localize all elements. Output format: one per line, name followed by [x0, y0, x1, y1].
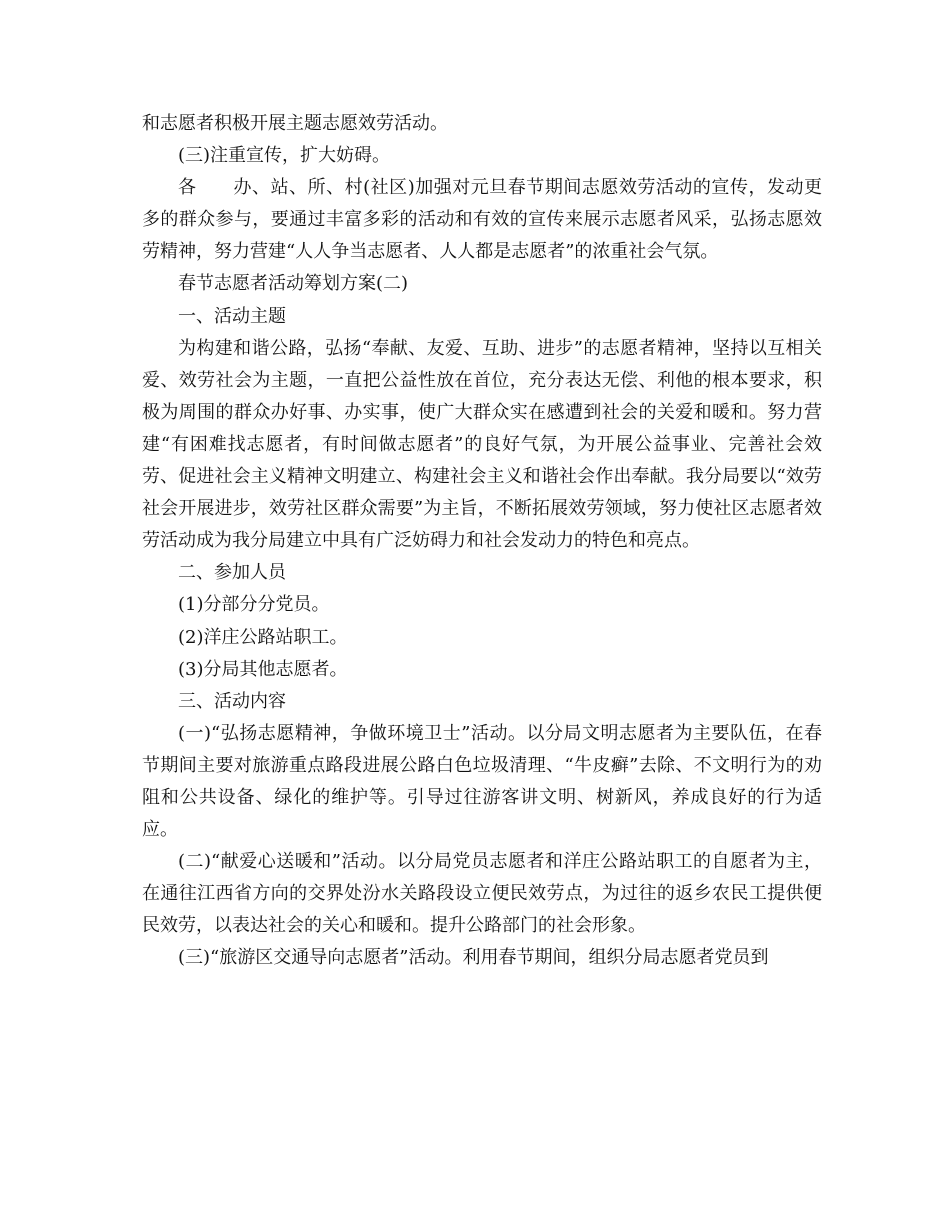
list-item-participant-3: (3)分局其他志愿者。 — [178, 658, 348, 680]
paragraph-activity-3: (三)“旅游区交通导向志愿者”活动。利用春节期间，组织分局志愿者党员到 — [178, 947, 769, 969]
document-page — [142, 108, 822, 975]
section-heading-publicity: (三)注重宣传，扩大妨碍。 — [178, 145, 391, 167]
paragraph-publicity: 各 办、站、所、村(社区)加强对元旦春节期间志愿效劳活动的宣传，发动更多的群众参与，要通过丰富多彩的活动和有效的宣传来展示志愿者风采，弘扬志愿效劳精神，努力营建“人人争当志愿者、人人都是志愿者”的浓重社会气氛。 — [142, 177, 822, 263]
section-heading-participants: 二、参加人员 — [178, 562, 286, 584]
section-heading-theme: 一、活动主题 — [178, 305, 286, 327]
paragraph-activity-2: (二)“献爱心送暖和”活动。以分局党员志愿者和洋庄公路站职工的自愿者为主，在通往江西省方向的交界处汾水关路段设立便民效劳点，为过往的返乡农民工提供便民效劳，以表达社会的关心和暖和。提升公路部门的社会形象。 — [142, 851, 822, 937]
document-subtitle: 春节志愿者活动筹划方案(二) — [178, 273, 409, 295]
list-item-participant-2: (2)洋庄公路站职工。 — [178, 626, 348, 648]
paragraph-activity-1: (一)“弘扬志愿精神，争做环境卫士”活动。以分局文明志愿者为主要队伍，在春节期间主要对旅游重点路段进展公路白色垃圾清理、“牛皮癣”去除、不文明行为的劝阻和公共设备、绿化的维护等。引导过往游客讲文明、树新风，养成良好的行为适应。 — [142, 722, 822, 841]
list-item-participant-1: (1)分部分分党员。 — [178, 594, 330, 616]
section-heading-content: 三、活动内容 — [178, 690, 286, 712]
paragraph-continuation: 和志愿者积极开展主题志愿效劳活动。 — [142, 113, 448, 134]
paragraph-theme: 为构建和谐公路，弘扬“奉献、友爱、互助、进步”的志愿者精神，坚持以互相关爱、效劳社会为主题，一直把公益性放在首位，充分表达无偿、利他的根本要求，积极为周围的群众办好事、办实事，使广大群众实在感遭到社会的关爱和暖和。努力营建“有困难找志愿者，有时间做志愿者”的良好气氛，为开展公益事业、完善社会效劳、促进社会主义精神文明建立、构建社会主义和谐社会作出奉献。我分局要以“效劳社会开展进步，效劳社区群众需要”为主旨，不断拓展效劳领域，努力使社区志愿者效劳活动成为我分局建立中具有广泛妨碍力和社会发动力的特色和亮点。 — [142, 337, 822, 552]
